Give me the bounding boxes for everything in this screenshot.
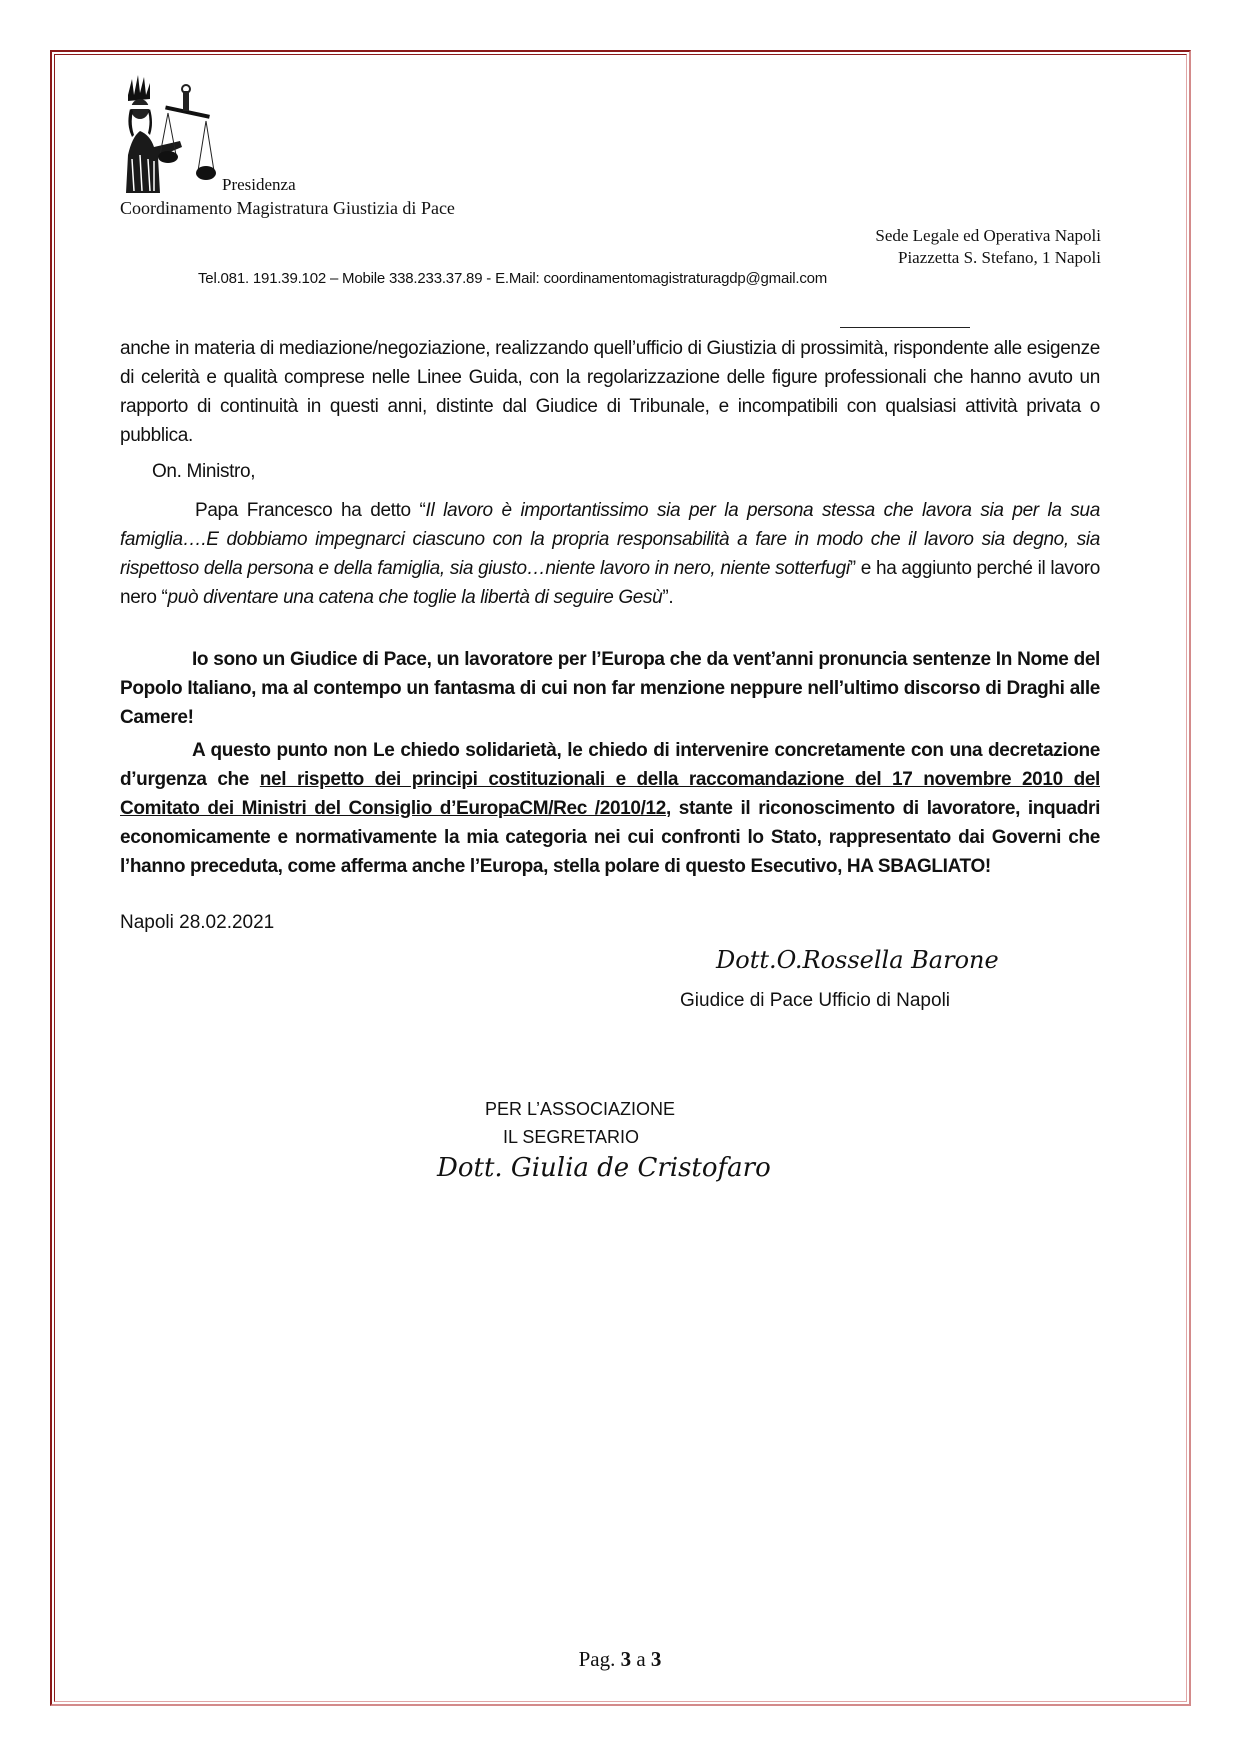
signatory-role: Giudice di Pace Ufficio di Napoli bbox=[680, 990, 951, 1011]
paragraph-papa-francesco bbox=[120, 496, 1100, 612]
total-pages: 3 bbox=[650, 1647, 662, 1671]
current-page: 3 bbox=[620, 1647, 632, 1671]
sede-line-2: Piazzetta S. Stefano, 1 Napoli bbox=[897, 248, 1101, 267]
organization-name: Coordinamento Magistratura Giustizia di Pace bbox=[120, 198, 455, 218]
page-number bbox=[0, 1647, 1240, 1672]
salutation: On. Ministro, bbox=[152, 461, 256, 482]
lady-justice-scales-icon bbox=[120, 75, 220, 195]
sede-address bbox=[875, 225, 1101, 269]
request-start: A questo punto non Le chiedo solidarietà, le chiedo di intervenire concretamente con una decretazione d’urgenza che bbox=[120, 740, 1100, 790]
contact-info: Tel.081. 191.39.102 – Mobile 338.233.37.89 - E.Mail: coordinamentomagistraturagdp@gmail.com bbox=[198, 270, 828, 287]
paragraph-mediazione: anche in materia di mediazione/negoziazione, realizzando quell’ufficio di Giustizia di prossimità, rispondente alle esigenze di celerità e qualità comprese nelle Linee Guida, con la regolarizzazione delle figure professionali che hanno avuto un rapporto di continuità in questi anni, distinte dal Giudice di Tribunale, e incompatibili con qualsiasi attività privata o pubblica. bbox=[120, 338, 1100, 446]
page-separator: a bbox=[636, 1647, 646, 1671]
paragraph-richiesta bbox=[120, 736, 1100, 881]
paragraph-giudice-di-pace bbox=[120, 645, 1100, 732]
letter-date: Napoli 28.02.2021 bbox=[120, 912, 275, 933]
quote-middle: ” e ha aggiunto perché il lavoro nero “ bbox=[120, 558, 1100, 608]
recommendation-reference: nel rispetto dei principi costituzionali e della raccomandazione del 17 novembre 2010 del Comitato dei Ministri del Consiglio d’EuropaCM/Rec /2010/12 bbox=[120, 769, 1100, 819]
paragraph-giudice-text: Io sono un Giudice di Pace, un lavoratore per l’Europa che da vent’anni pronuncia sentenze In Nome del Popolo Italiano, ma al contempo un fantasma di cui non far menzione neppure nell’ultimo discorso di Draghi alle Camere! bbox=[120, 649, 1100, 728]
quote-intro: Papa Francesco ha detto “ bbox=[195, 500, 426, 521]
sede-line-1: Sede Legale ed Operativa Napoli bbox=[875, 226, 1101, 245]
request-end: , stante il riconoscimento di lavoratore, inquadri economicamente e normativamente la mia categoria nei cui confronti lo Stato, rappresentato dai Governi che l’hanno preceduta, come afferma anche l’Europa, stella polare di questo Esecutivo, HA SBAGLIATO! bbox=[120, 798, 1101, 877]
header-divider bbox=[840, 327, 970, 328]
quote-catena: può diventare una catena che toglie la libertà di seguire Gesù bbox=[167, 587, 663, 608]
page-prefix: Pag. bbox=[578, 1647, 616, 1671]
quote-end: ”. bbox=[662, 587, 674, 608]
segretario-label: IL SEGRETARIO bbox=[503, 1127, 640, 1147]
quote-lavoro: Il lavoro è importantissimo sia per la persona stessa che lavora sia per la sua famiglia….E dobbiamo impegnarci ciascuno con la propria responsabilità a fare in modo che il lavoro sia degno, sia rispettoso della persona e della famiglia, sia giusto…niente lavoro in nero, niente sotterfugi bbox=[120, 500, 1100, 579]
association-label: PER L’ASSOCIAZIONE bbox=[485, 1099, 676, 1119]
presidenza-label: Presidenza bbox=[222, 175, 296, 194]
signature-rossella-barone: Dott.O.Rossella Barone bbox=[716, 946, 999, 974]
signature-giulia-de-cristofaro: Dott. Giulia de Cristofaro bbox=[437, 1153, 771, 1183]
